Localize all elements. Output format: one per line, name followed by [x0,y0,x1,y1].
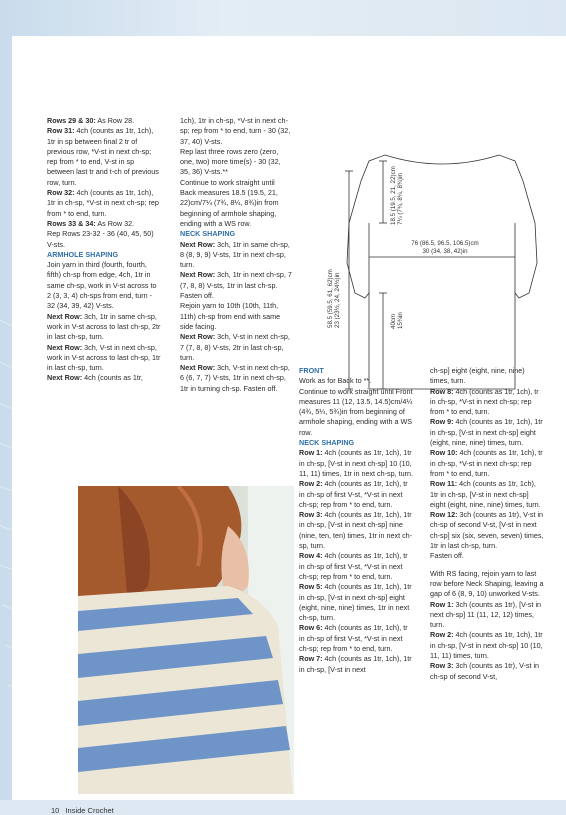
sweater-schematic [325,153,557,393]
column-1 [47,116,162,384]
paragraph: Continue to work straight until Back measures 18.5 (19.5, 21, 22)cm/7¼ (7¾, 8¼, 8¾)in from beginning of armhole shaping, ending with a WS row. [180,177,279,228]
section-heading: NECK SHAPING [299,438,355,448]
paragraph: Row 9: 4ch (counts as 1tr, 1ch), 1tr in ch-sp, [V-st in next ch-sp] eight (eight, nine, nine) times, turn. [430,417,543,448]
paragraph: Row 2: 4ch (counts as 1tr, 1ch), tr in ch-sp of first V-st, *V-st in next ch-sp; rep from * to end, turn. [299,479,408,509]
length-label-in: 23 (23½, 24, 24½)in [334,272,341,328]
sweater-outline [347,155,537,389]
paragraph: Join yarn in third (fourth, fourth, fifth) ch-sp from edge, 4ch, 1tr in same ch-sp, work in V-st across to 2 (3, 3, 4) ch-sps from end, turn - 32 (34, 39, 42) V-sts. [47,260,157,311]
paragraph: Next Row: 3ch, V-st in next ch-sp, work in V-st across to last ch-sp, 1tr in last ch-sp, turn. [47,342,161,373]
paragraph: Next Row: 3ch, 1tr in same ch-sp, work in V-st across to last ch-sp, 2tr in last ch-sp, turn. [47,311,161,342]
model-photo [78,486,294,794]
paragraph: Rows 29 & 30: As Row 28. [47,116,135,125]
paragraph: With RS facing, rejoin yarn to last row before Neck Shaping, leaving a gap of 6 (8, 9, 10) unworked V-sts. [430,568,544,599]
paragraph: Row 11: 4ch (counts as 1tr, 1ch), 1tr in ch-sp, [V-st in next ch-sp] eight (eight, nine, nine) times, turn. [430,479,541,509]
page-footer [51,806,114,815]
armhole-label-cm: 18.5 (19.5, 21, 22)cm [390,166,397,225]
paragraph: Row 2: 4ch (counts as 1tr, 1ch), 1tr in ch-sp, [V-st in next ch-sp] 10 (10, 11, 11) times, turn. [430,630,543,661]
armhole-label-in: 7¼ (7¾, 8¼, 8¾)in [397,173,404,225]
paragraph: Rows 33 & 34: As Row 32. [47,218,135,228]
paragraph: Row 6: 4ch (counts as 1tr, 1ch), tr in ch-sp of first V-st, *V-st in next ch-sp; rep from * to end, turn. [299,623,408,654]
paragraph: Row 8: 4ch (counts as 1tr, 1ch), tr in ch-sp, *V-st in next ch-sp; rep from * to end, turn. [430,386,539,417]
paragraph: Row 31: 4ch (counts as 1tr, 1ch), 1tr in sp between final 2 tr of previous row, *V-st in next ch-sp; rep from * to end, V-st in sp between last tr and t-ch of previous row, turn. [47,126,159,187]
paragraph: Row 4: 4ch (counts as 1tr, 1ch), tr in ch-sp of first V-st, *V-st in next ch-sp; rep from * to end, turn. [299,551,408,581]
watermark: PassionForum.ru [468,784,539,794]
paragraph: Row 7: 4ch (counts as 1tr, 1ch), 1tr in ch-sp, [V-st in next [299,654,412,674]
paragraph: Row 1: 4ch (counts as 1tr, 1ch), 1tr in ch-sp, [V-st in next ch-sp] 10 (10, 11, 11) times, 1tr in next ch-sp, turn. [299,448,413,478]
column-4 [430,366,545,682]
section-heading: FRONT [299,366,324,375]
paragraph: Next Row: 3ch, 1tr in same ch-sp, 8 (8, 9, 9) V-sts, 1tr in next ch-sp, turn. [180,239,290,270]
paragraph: Rep Rows 23-32 - 36 (40, 45, 50) V-sts. [47,229,154,249]
body-label-in: 15¾in [397,312,404,329]
body-label-cm: 40cm [390,313,397,329]
magazine-page [12,36,566,815]
paragraph: Work as for Back to **. [299,376,372,386]
paragraph: Row 3: 4ch (counts as 1tr, 1ch), 1tr in ch-sp, [V-st in next ch-sp] nine (nine, ten, ten) times, 1tr in next ch-sp, turn. [299,510,413,551]
column-2 [180,116,292,394]
paragraph: Row 3: 3ch (counts as 1tr), V-st in ch-sp of second V-st, [430,661,540,681]
length-label-cm: 58.5 (59.5, 61, 62)cm [327,269,334,328]
paragraph: Fasten off. [180,291,214,301]
section-heading: ARMHOLE SHAPING [47,249,119,259]
paragraph: Row 5: 4ch (counts as 1tr, 1ch), 1tr in ch-sp, [V-st in next ch-sp] eight (eight, nine, nine) times, 1tr in next ch-sp, turn. [299,582,412,623]
paragraph: Fasten off. [430,551,464,561]
paragraph: ch-sp] eight (eight, nine, nine) times, turn. [430,366,525,386]
paragraph: Next Row: 3ch, V-st in next ch-sp, 6 (6, 7, 7) V-sts, 1tr in next ch-sp, 1tr in turning ch-sp. Fasten off. [180,363,290,393]
width-label-cm: 76 (86.5, 96.5, 106.5)cm [411,240,479,247]
paragraph: Rejoin yarn to 10th (10th, 11th, 11th) ch-sp from end with same side facing. [180,301,281,331]
paragraph: Next Row: 3ch, 1tr in next ch-sp, 7 (7, 8, 8) V-sts, 1tr in last ch-sp. [180,270,292,290]
striped-sweater [78,586,293,794]
paragraph: Next Row: 3ch, V-st in next ch-sp, 7 (7, 8, 8) V-sts, 2tr in last ch-sp, turn. [180,332,290,362]
magazine-name: Inside Crochet [65,806,114,815]
width-label-in: 30 (34, 38, 42)in [422,248,468,255]
paragraph: Continue to work straight until Front measures 11 (12, 13.5, 14.5)cm/4¼ (4¾, 5¼, 5¾)in from beginning of armhole shaping, ending with a WS row. [299,386,413,437]
column-3 [299,366,414,675]
paragraph: Row 32: 4ch (counts as 1tr, 1ch), 1tr in ch-sp, *V-st in next ch-sp; rep from * to end, turn. [47,188,159,218]
paragraph: Row 10: 4ch (counts as 1tr, 1ch), tr in ch-sp, *V-st in next ch-sp; rep from * to end, turn. [430,448,543,478]
paragraph: 1ch), 1tr in ch-sp, *V-st in next ch-sp; rep from * to end, turn - 30 (32, 37, 40) V-sts. [180,116,291,146]
page-number: 10 [51,806,60,815]
paragraph: Row 1: 3ch (counts as 1tr), [V-st in next ch-sp] 11 (11, 12, 12) times, turn. [430,599,542,630]
section-heading: NECK SHAPING [180,229,236,239]
paragraph: Row 12: 3ch (counts as 1tr), V-st in ch-sp of second V-st, [V-st in next ch-sp] six (six, seven, seven) times, 1tr in last ch-sp, turn. [430,510,544,551]
paragraph: Next Row: 4ch (counts as 1tr, [47,373,143,383]
paragraph: Rep last three rows zero (zero, one, two) more time(s) - 30 (32, 35, 36) V-sts.** [180,146,281,177]
